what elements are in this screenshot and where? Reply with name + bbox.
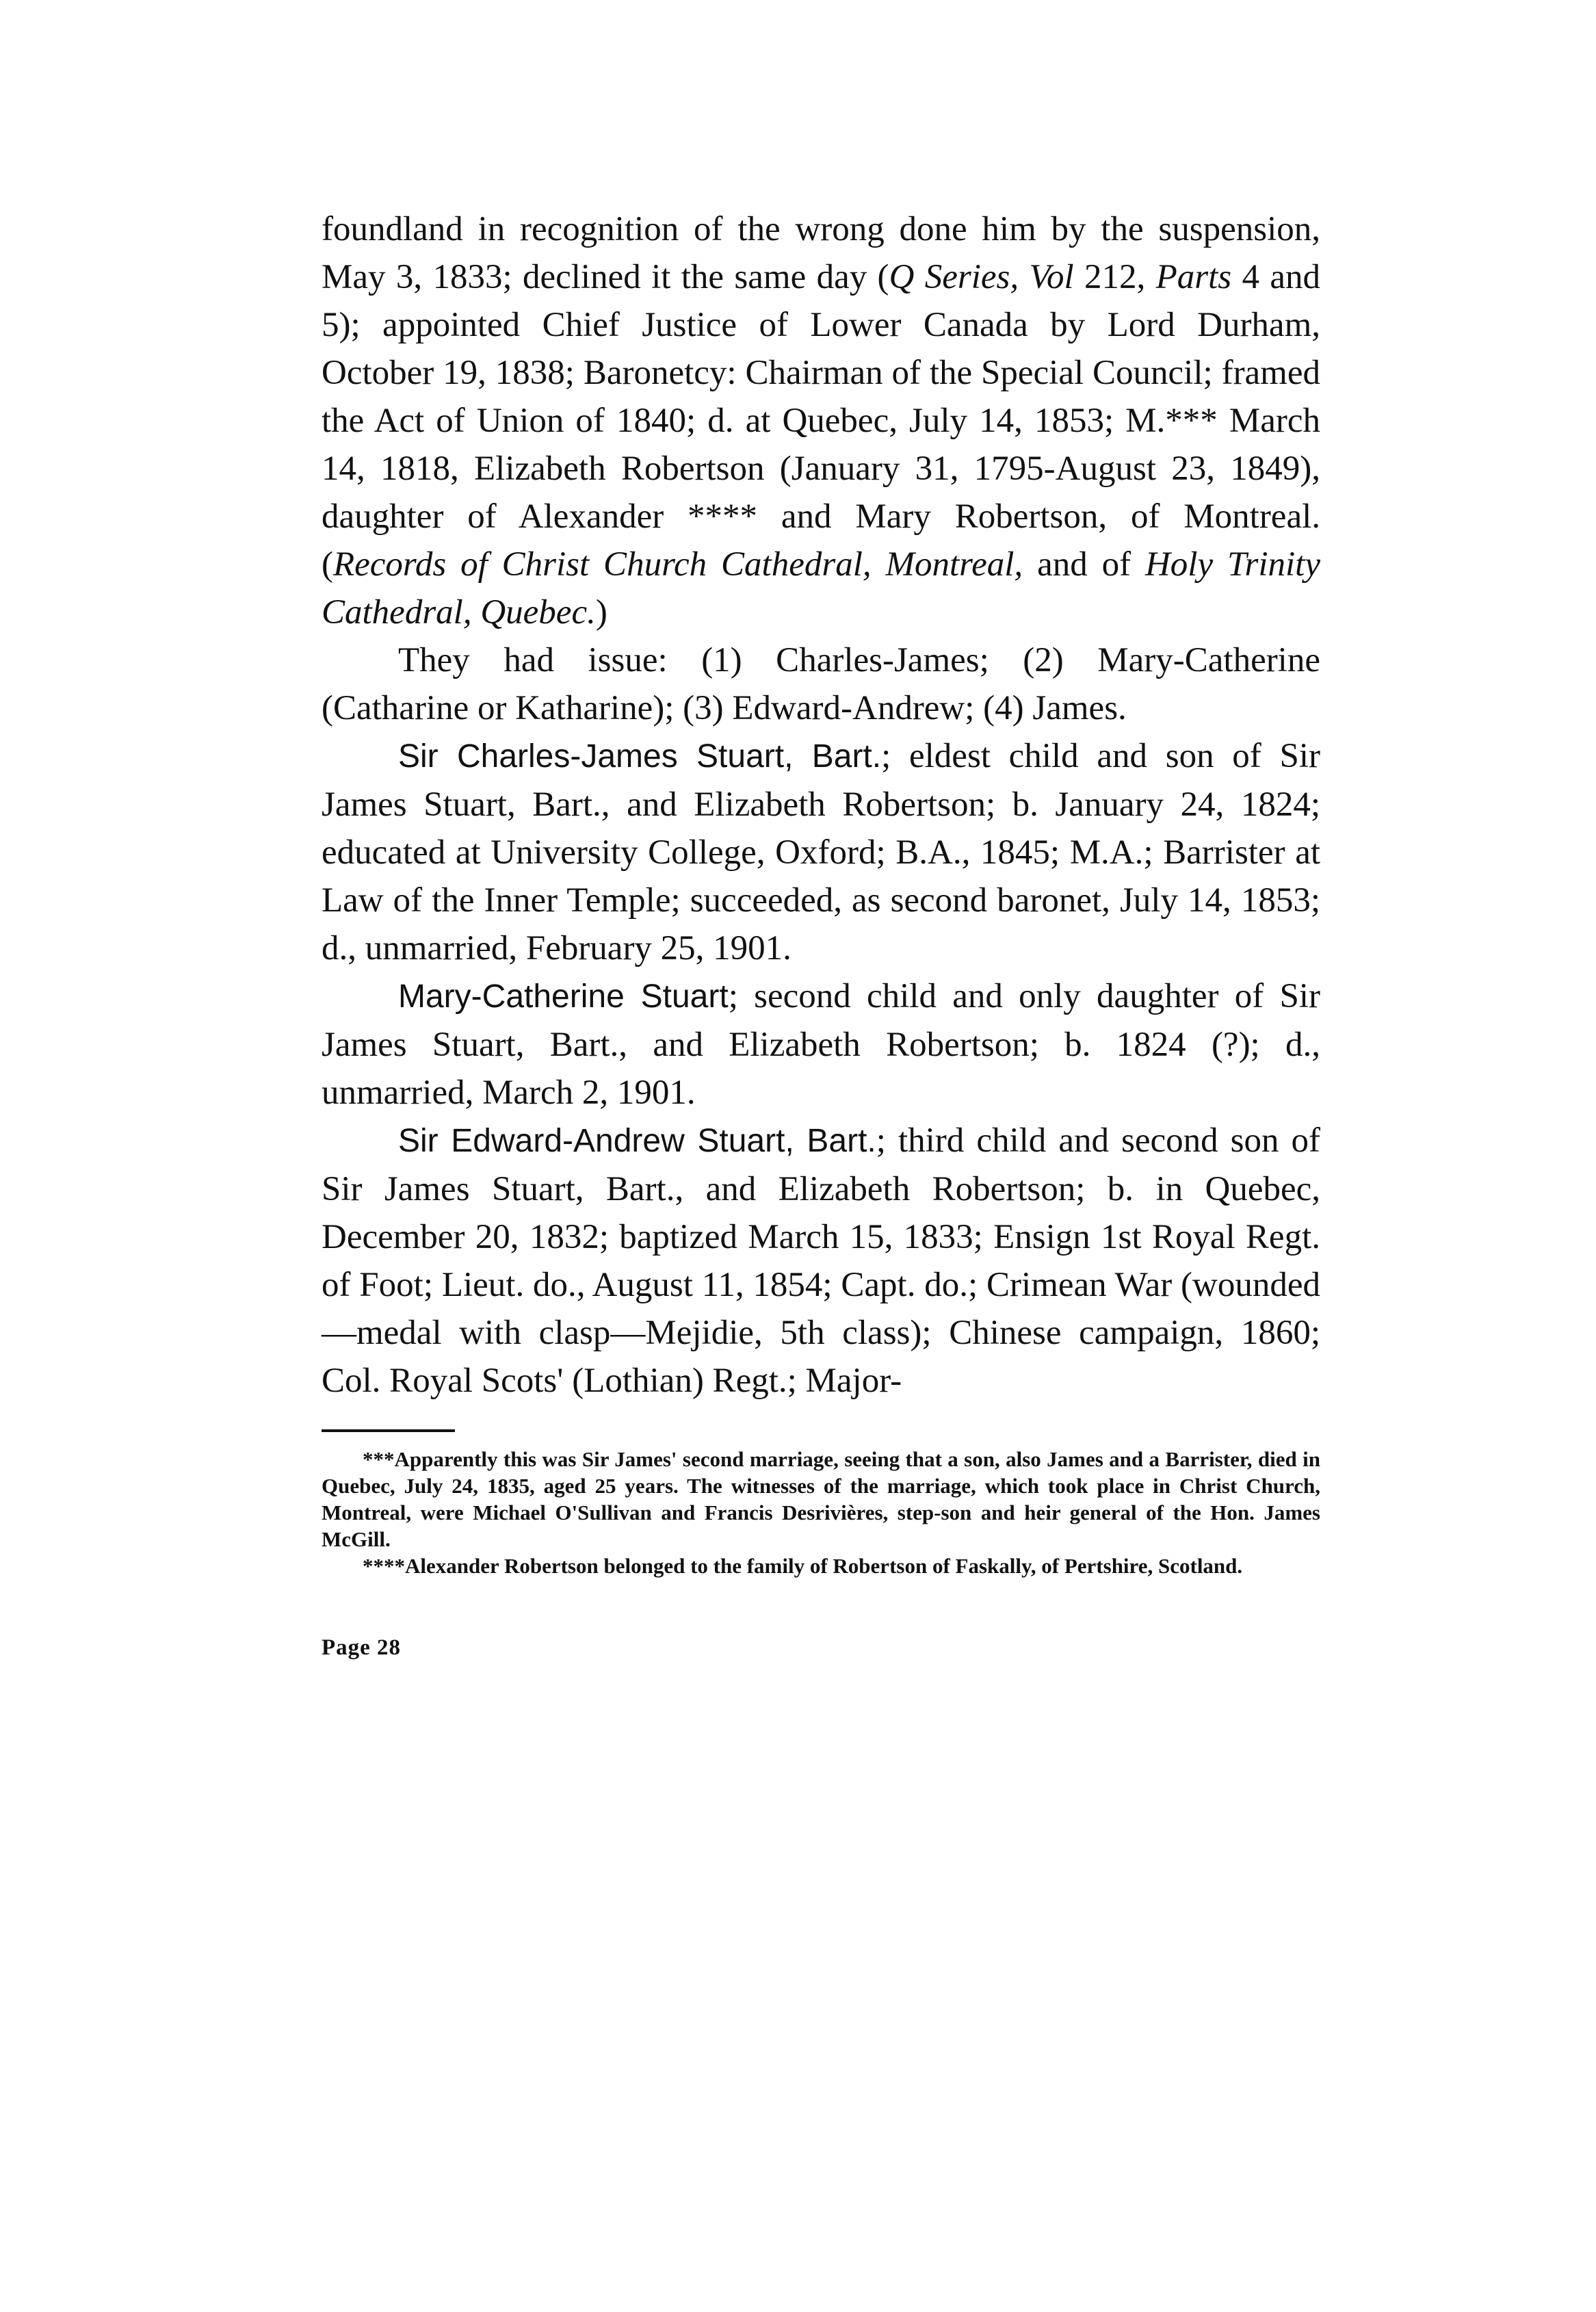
paragraph-1-text-i: ) (595, 593, 607, 632)
entry-text-charles-james: ; eldest child and son of Sir James Stuart, Bart., and Elizabeth Robertson; b. January 24, 1824; educated at University College, Oxford; B.A., 1845; M.A.; Barrister at Law of the Inner Temple; succeeded, as second baronet, July 14, 1853; d., unmarried, February 25, 1901. (322, 737, 1320, 967)
entry-edward-andrew (322, 1117, 1320, 1405)
paragraph-1-text-a: foundland in recognition of the wrong done him by the suspension, May 3, 1833; declined it the same day ( (322, 210, 1320, 296)
entry-text-mary-catherine: ; second child and only daughter of Sir James Stuart, Bart., and Elizabeth Robertson; b. 1824 (?); d., unmarried, March 2, 1901. (322, 977, 1321, 1112)
entry-charles-james (322, 732, 1320, 972)
page-number: Page 28 (322, 1635, 402, 1660)
parts-reference: Parts (1155, 258, 1232, 296)
entry-name-edward-andrew: Sir Edward-Andrew Stuart, Bart. (398, 1123, 876, 1159)
entry-mary-catherine (322, 972, 1320, 1117)
paragraph-1-text-g: and of (1023, 545, 1145, 584)
footnotes (322, 1446, 1320, 1579)
paragraph-1-text-c: 212, (1073, 258, 1156, 296)
footnote-1: ***Apparently this was Sir James' second marriage, seeing that a son, also James and a Barrister, died in Quebec, July 24, 1835, aged 25 years. The witnesses of the marriage, which took place in Christ Church, Montreal, were Michael O'Sullivan and Francis Desrivières, step-son and heir general of the Hon. James McGill. (322, 1447, 1320, 1551)
paragraph-1 (322, 205, 1320, 636)
entry-name-charles-james: Sir Charles-James Stuart, Bart. (398, 738, 882, 775)
page-content (322, 205, 1320, 1661)
records-reference: Records of Christ Church Cathedral, Montreal, (332, 545, 1023, 584)
main-text (322, 205, 1320, 1405)
holy-trinity-reference: Holy Trinity Cathedral, Quebec. (322, 545, 1320, 632)
entry-text-edward-andrew: ; third child and second son of Sir James Stuart, Bart., and Elizabeth Robertson; b. in Quebec, December 20, 1832; baptized March 15, 1833; Ensign 1st Royal Regt. of Foot; Lieut. do., August 11, 1854; Capt. do.; Crimean War (wounded—medal with clasp—Mejidie, 5th class); Chinese campaign, 1860; Col. Royal Scots' (Lothian) Regt.; Major- (322, 1121, 1320, 1400)
paragraph-1-text-e: 4 and 5); appointed Chief Justice of Lower Canada by Lord Durham, October 19, 1838; Baronetcy: Chairman of the Special Council; framed the Act of Union of 1840; d. at Quebec, July 14, 1853; M.*** March 14, 1818, Elizabeth Robertson (January 31, 1795-August 23, 1849), daughter of Alexander **** and Mary Robertson, of Montreal. ( (322, 258, 1321, 584)
entry-name-mary-catherine: Mary-Catherine Stuart (398, 978, 729, 1015)
paragraph-issue: They had issue: (1) Charles-James; (2) Mary-Catherine (Catharine or Katharine); (3) Edward-Andrew; (4) James. (322, 641, 1320, 727)
footnote-2: ****Alexander Robertson belonged to the family of Robertson of Faskally, of Pertshire, Scotland. (363, 1554, 1243, 1578)
series-reference: Q Series, Vol (889, 258, 1074, 296)
footnote-divider (322, 1429, 455, 1432)
